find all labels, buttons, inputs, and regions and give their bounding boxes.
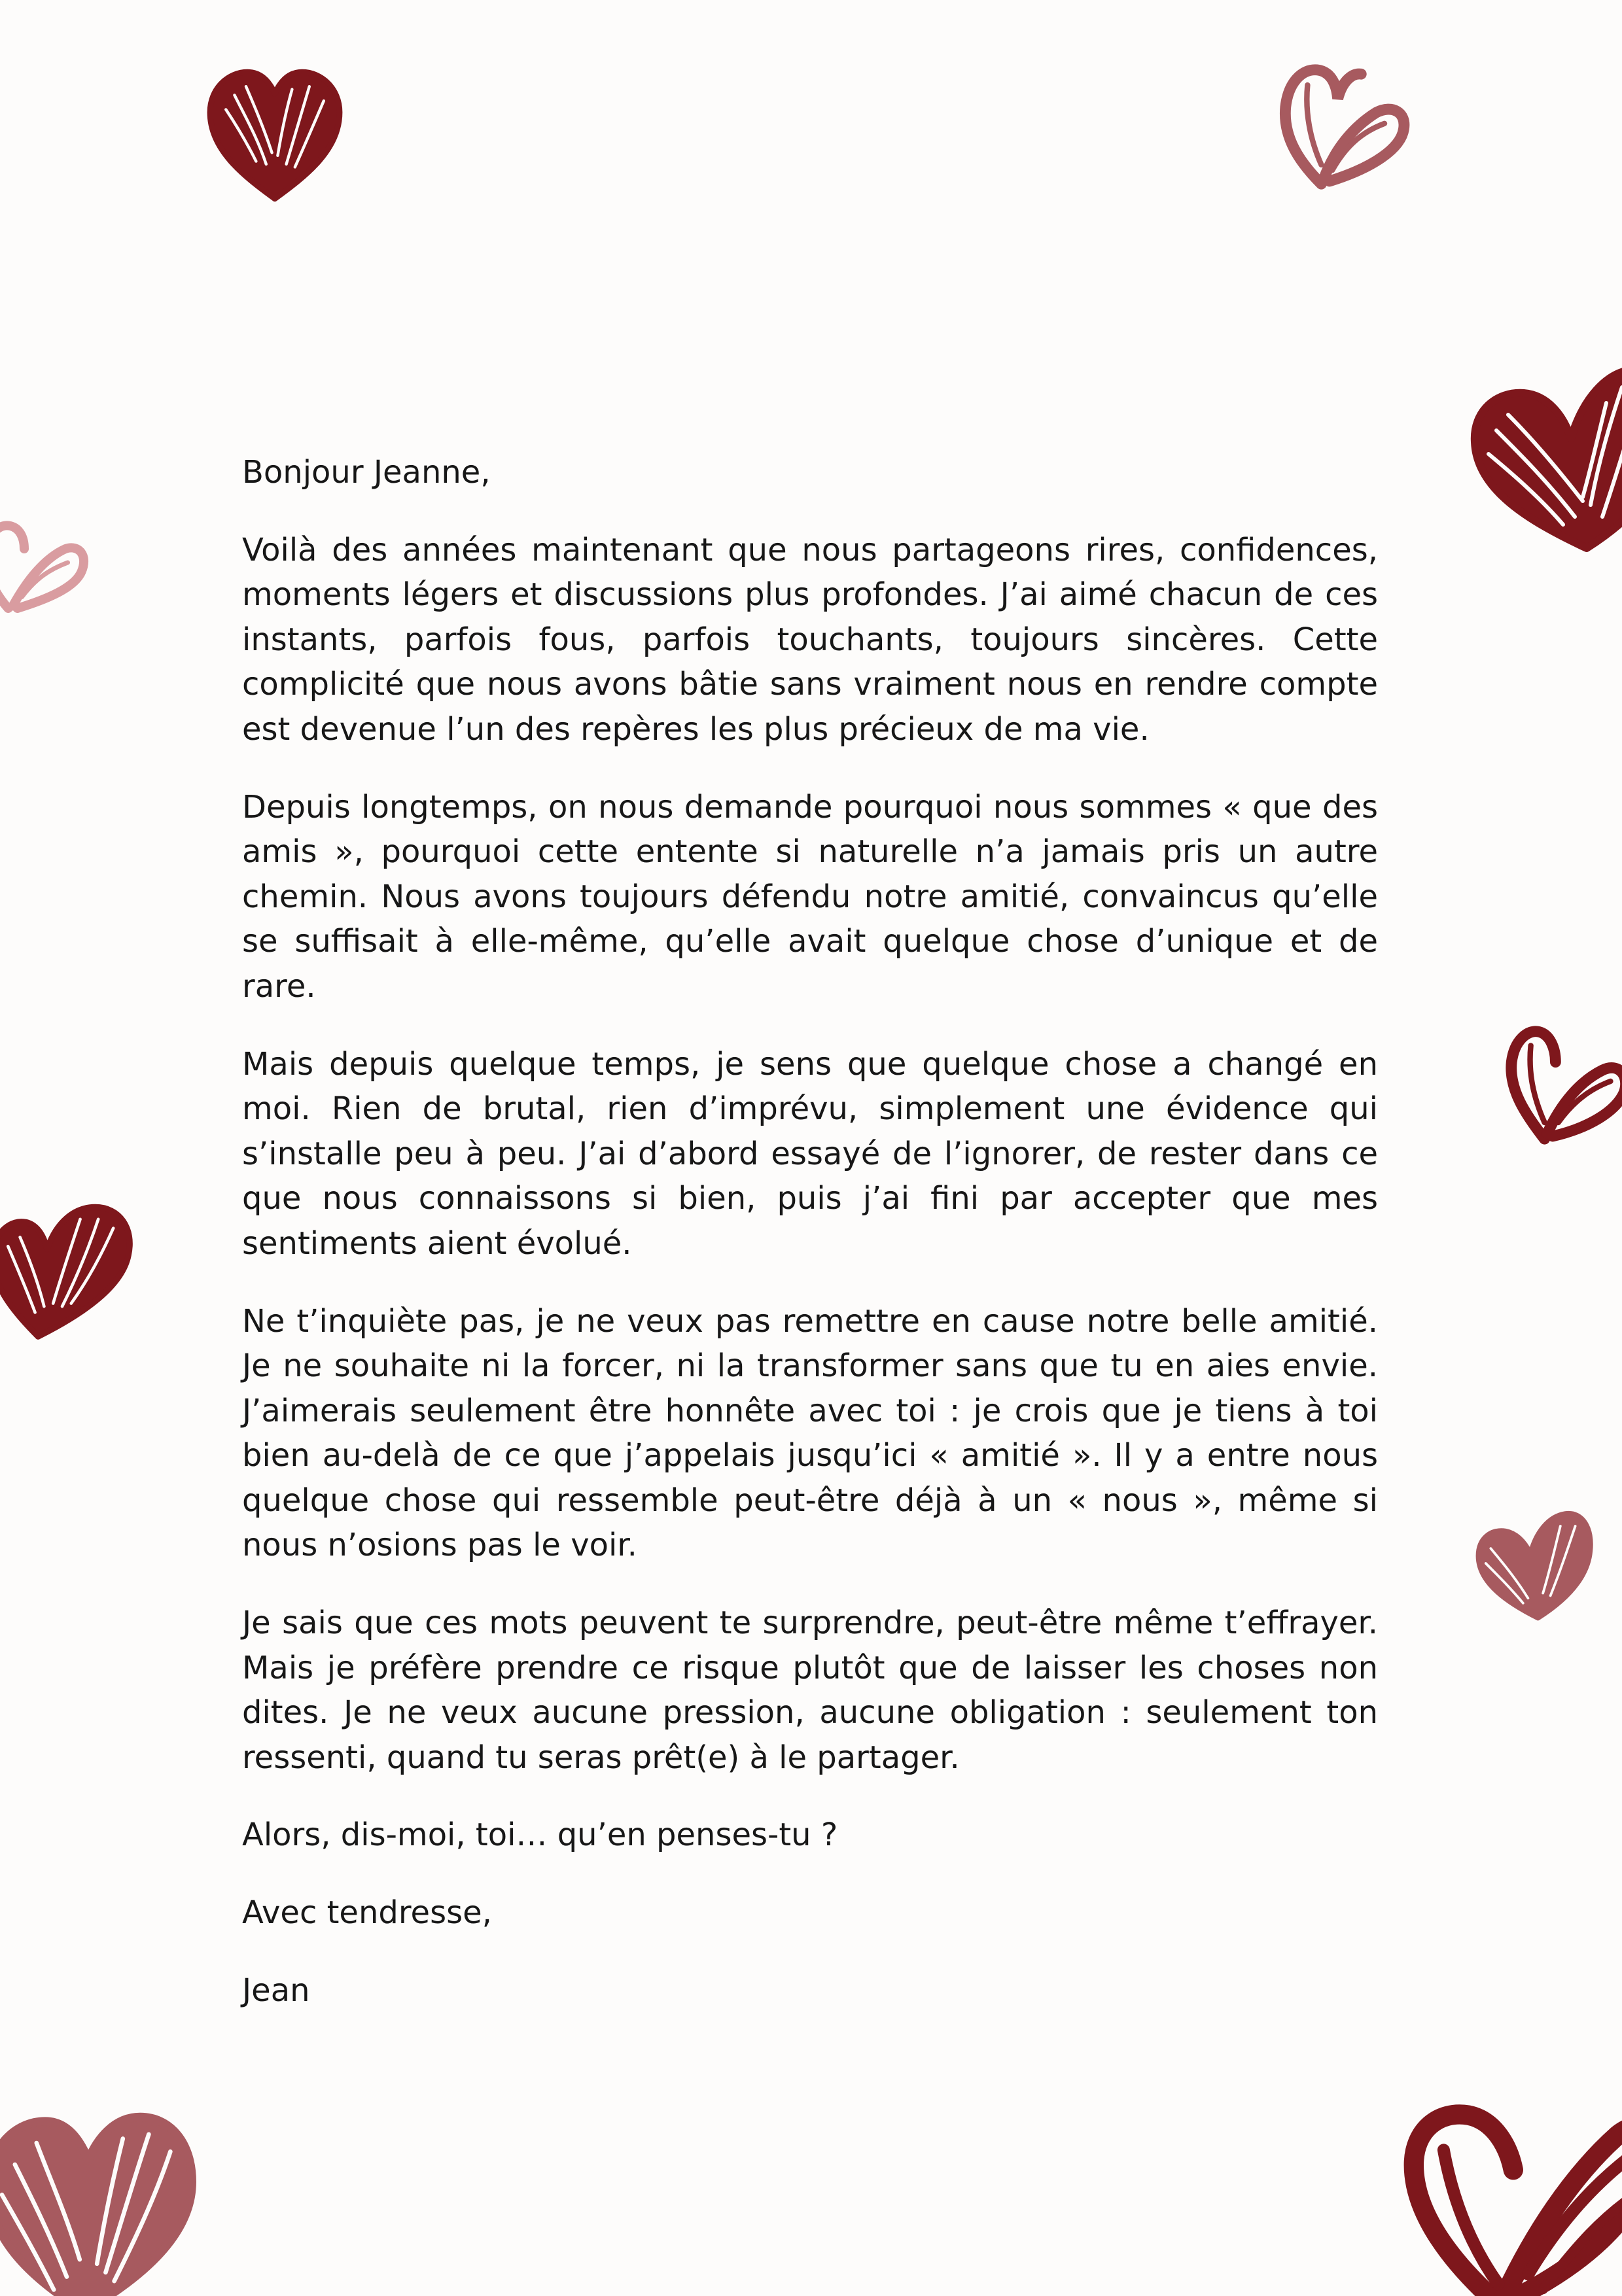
double-heart-icon	[1399, 2061, 1622, 2296]
letter-greeting: Bonjour Jeanne,	[242, 454, 491, 491]
heart-icon	[0, 2100, 196, 2296]
letter-paragraph: Depuis longtemps, on nous demande pourquoi nous sommes « que des amis », pourquoi cette entente si naturelle n’a jamais pris un autre chemin. Nous avons toujours défendu notre amitié, convaincus qu’elle se suffisait à elle-même, qu’elle avait quelque chose d’unique et de rare.	[242, 788, 1378, 1005]
heart-icon	[1469, 343, 1622, 572]
heart-icon	[1471, 1498, 1595, 1629]
letter-paragraph: Je sais que ces mots peuvent te surprendre, peut-être même t’effrayer. Mais je préfère prendre ce risque plutôt que de laisser les choses non dites. Je ne veux aucune pression, aucune obligation : seulement ton ressenti, quand tu seras prêt(e) à le partager.	[242, 1605, 1378, 1776]
letter-paragraph: Ne t’inquiète pas, je ne veux pas remettre en cause notre belle amitié. Je ne souhaite ni la forcer, ni la transformer sans que tu en aies envie. J’aimerais seulement être honnête avec toi : je crois que je tiens à toi bien au-delà de ce que j’appelais jusqu’ici « amitié ». Il y a entre nous quelque chose qui ressemble peut-être déjà à un « nous », même si nous n’osions pas le voir.	[242, 1302, 1378, 1564]
double-heart-icon	[1495, 1013, 1622, 1150]
heart-icon	[0, 1192, 137, 1349]
letter-signature: Jean	[242, 1972, 310, 2009]
letter-paragraph: Voilà des années maintenant que nous partageons rires, confidences, moments légers et discussions plus profondes. J’ai aimé chacun de ces instants, parfois fous, parfois touchants, toujours sincères. Cette complicité que nous avons bâtie sans vraiment nous en rendre compte est devenue l’un des repères les plus précieux de ma vie.	[242, 531, 1378, 748]
double-heart-icon	[0, 497, 88, 628]
letter-closing: Avec tendresse,	[242, 1894, 492, 1932]
letter-question: Alors, dis-moi, toi… qu’en penses-tu ?	[242, 1817, 838, 1854]
letter-body	[242, 450, 1378, 2045]
letter-paragraph: Mais depuis quelque temps, je sens que quelque chose a changé en moi. Rien de brutal, rien d’imprévu, simplement une évidence qui s’installe peu à peu. J’ai d’abord essayé de l’ignorer, de rester dans ce que nous connaissons si bien, puis j’ai fini par accepter que mes sentiments aient évolué.	[242, 1045, 1378, 1262]
heart-icon	[203, 60, 347, 211]
double-heart-icon	[1271, 58, 1415, 195]
